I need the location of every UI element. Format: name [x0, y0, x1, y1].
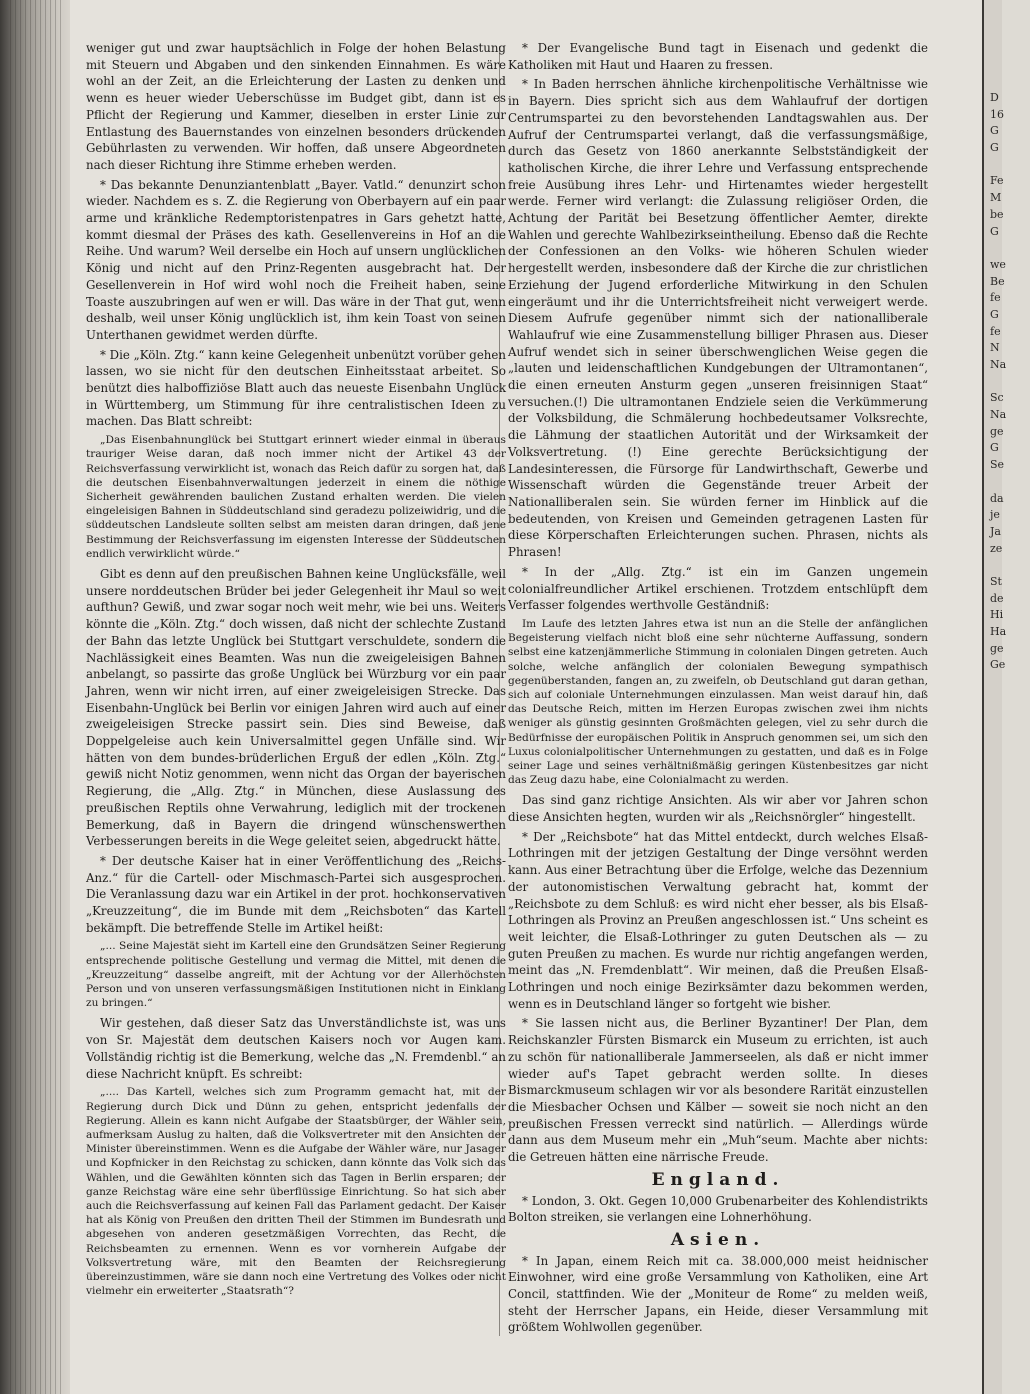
article-paragraph: * Der deutsche Kaiser hat in einer Veröffentlichung des „Reichs-Anz.“ für die Cartell- oder Mischmasch-Partei sich ausgesprochen. Die Veranlassung dazu war ein Artikel in der prot. hochkonservativen „Kreuzzeitung“, die im Bunde mit dem „Reichsboten“ das Kartell bekämpft. Die betreffende Stelle im Artikel heißt: — [86, 853, 506, 935]
strip-fragment: Ha — [990, 625, 1007, 638]
strip-fragment: Na — [990, 358, 1007, 371]
strip-fragment: ge — [990, 641, 1004, 655]
article-paragraph: Wir gestehen, daß dieser Satz das Unverständlichste ist, was uns von Sr. Majestät dem deutschen Kaisers noch vor Augen kam. Vollständig richtig ist die Bemerkung, welche das „N. Fremdenbl.“ an diese Nachricht knüpft. Es schreibt: — [86, 1016, 506, 1081]
strip-fragment: St — [990, 574, 1002, 588]
next-page-edge — [982, 0, 1007, 1394]
book-binding-edge — [0, 0, 70, 1394]
quoted-passage: „Das Eisenbahnunglück bei Stuttgart erinnert wieder einmal in überaus trauriger Weise daran, daß noch immer nicht der Artikel 43 der Reichsverfassung verwirklicht ist, wonach das Reich dafür zu sorgen hat, daß die deutschen Eisenbahnverwaltungen jederzeit in einem die nöthige Sicherheit gewährenden baulichen Zustand erhalten werden. Die vielen eingeleisigen Bahnen in Süddeutschland sind geradezu polizeiwidrig, und die süddeutschen Landsleute sollten selbst am meisten daran dringen, daß jene Bestimmung der Reichsverfassung im eigensten Interesse der Süddeutschen endlich verwirklicht würde.“ — [86, 434, 506, 560]
strip-fragment: fe — [990, 291, 1001, 305]
section-heading-england: England. — [651, 1169, 785, 1190]
article-paragraph: weniger gut und zwar hauptsächlich in Folge der hohen Belastung mit Steuern und Abgaben und den sinkenden Einnahmen. Es wäre wohl an der Zeit, an die Erleichterung der Lasten zu denken und wenn es heuer wieder Ueberschüsse im Budget gibt, dann ist es Pflicht der Regierung und Kammer, dieselben in erster Linie zur Entlastung des Bauernstandes von einzelnen besonders drückenden Gebührlasten zu verwenden. Wir hoffen, daß unsere Abgeordneten nach dieser Richtung ihre Stimme erheben werden. — [86, 41, 506, 172]
strip-fragment: Na — [990, 408, 1007, 422]
strip-fragment: Sc — [990, 391, 1004, 405]
strip-fragment: we — [990, 257, 1006, 271]
strip-fragment: Ge — [990, 658, 1006, 672]
article-paragraph: * London, 3. Okt. Gegen 10,000 Grubenarbeiter des Kohlendistrikts Bolton streiken, sie verlangen eine Lohnerhöhung. — [508, 1193, 928, 1225]
left-column — [86, 40, 506, 1303]
right-column — [508, 40, 928, 1339]
strip-fragment: G — [990, 124, 999, 138]
strip-fragment — [990, 240, 1030, 257]
strip-fragment: Be — [990, 274, 1005, 288]
quoted-passage: „.... Das Kartell, welches sich zum Programm gemacht hat, mit der Regierung durch Dick und Dünn zu gehen, entspricht jedenfalls der Regierung. Allein es kann nicht Aufgabe der Staatsbürger, der Wähler sein, aufmerksam Auslug zu halten, daß die Volksvertreter mit den Ansichten der Minister übereinstimmen. Wenn es die Aufgabe der Wähler wäre, nur Jasager und Kopfnicker in den Reichstag zu schicken, dann könnte das Volk sich das Wählen, und die Gewählten könnten sich das Tagen in Berlin ersparen; der ganze Reichstag wäre eine sehr überflüssige Einrichtung. So hat sich aber auch die Reichsverfassung auf keinen Fall das Parlament gedacht. Der Kaiser hat als König von Preußen den dritten Theil der Stimmen im Bundesrath und abgesehen von anderen gesetzmäßigen Vorrechten, das Recht, die Reichsbeamten zu ernennen. Wenn es vor vornherein Aufgabe der Volksvertretung wäre, mit den Beamten der Reichsregierung übereinzustimmen, wäre sie dann noch eine Vertretung des Volkes oder nicht vielmehr ein erweiterter „Staatsrath“? — [86, 1086, 506, 1298]
next-page-fragments — [990, 90, 1030, 674]
strip-fragment: da — [990, 491, 1004, 505]
strip-fragment: be — [990, 207, 1004, 221]
strip-fragment: 16 — [990, 107, 1004, 121]
strip-fragment: G — [990, 441, 999, 455]
strip-fragment: Ja — [990, 524, 1001, 538]
strip-fragment: N — [990, 341, 1000, 355]
strip-fragment: fe — [990, 324, 1001, 338]
article-paragraph: * Die „Köln. Ztg.“ kann keine Gelegenheit unbenützt vorüber gehen lassen, wo sie nicht für den deutschen Einheitsstaat arbeitet. So benützt dies halboffiziöse Blatt auch das neueste Eisenbahn Unglück in Württemberg, um Stimmung für ihre centralistischen Ideen zu machen. Das Blatt schreibt: — [86, 347, 506, 429]
strip-fragment — [990, 557, 1030, 574]
quoted-passage: Im Laufe des letzten Jahres etwa ist nun an die Stelle der anfänglichen Begeisterung vielfach nicht bloß eine sehr nüchterne Auffassung, sondern selbst eine katzenjämmerliche Stimmung in colonialen Dingen getreten. Auch solche, welche anfänglich der colonialen Bewegung sympathisch gegenüberstanden, fangen an, zu zweifeln, ob Deutschland gut daran gethan, sich auf coloniale Unternehmungen einzulassen. Man weist darauf hin, daß das Deutsche Reich, mitten im Herzen Europas zwischen zwei ihm nichts weniger als günstig gesinnten Großmächten gelegen, viel zu sehr durch die Bedürfnisse der europäischen Politik in Anspruch genommen sei, um sich den Luxus colonialpolitischer Unternehmungen zu gestatten, und daß es in Folge seiner Lage und seines verhältnißmäßig geringen Küstenbesitzes gar nicht das Zeug dazu habe, eine Colonialmacht zu werden. — [508, 617, 928, 787]
strip-fragment — [990, 474, 1030, 491]
section-heading-asien: Asien. — [670, 1229, 766, 1250]
strip-fragment: Hi — [990, 608, 1004, 622]
strip-fragment: G — [990, 141, 999, 155]
article-paragraph: Das sind ganz richtige Ansichten. Als wir aber vor Jahren schon diese Ansichten hegten, wurden wir als „Reichsnörgler“ hingestellt. — [508, 793, 928, 825]
strip-fragment: ge — [990, 424, 1004, 438]
article-paragraph: * In der „Allg. Ztg.“ ist ein im Ganzen ungemein colonialfreundlicher Artikel erschienen. Trotzdem entschlüpft dem Verfasser folgendes werthvolle Geständniß: — [508, 564, 928, 613]
article-paragraph: * Das bekannte Denunziantenblatt „Bayer. Vatld.“ denunzirt schon wieder. Nachdem es s. Z. die Regierung von Oberbayern auf ein paar arme und kränkliche Redemptoristenpatres in Gars gehetzt hatte, kommt diesmal der Präses des kath. Gesellenvereins in Hof an die Reihe. Und warum? Weil derselbe ein Hoch auf unsern unglücklichen König und nicht auf den Prinz-Regenten ausgebracht hat. Der Gesellenverein in Hof wird wohl noch die Freiheit haben, seine Toaste auszubringen auf wen er will. Das wäre in der That gut, wenn deshalb, weil unser König unglücklich ist, ihm kein Toast von seinen Unterthanen gewidmet werden dürfte. — [86, 177, 506, 342]
strip-fragment: D — [990, 91, 999, 104]
article-paragraph: * Sie lassen nicht aus, die Berliner Byzantiner! Der Plan, dem Reichskanzler Fürsten Bismarck ein Museum zu errichten, ist auch zu schön für nationalliberale Jammerseelen, als daß er nicht immer wieder auf's Tapet gebracht werden sollte. In dieses Bismarckmuseum schlagen wir vor als besondere Rarität einzustellen die Miesbacher Ochsen und Kälber — soweit sie noch nicht an den preußischen Fressen verreckt sind natürlich. — Allerdings würde dann aus dem Museum mehr ein „Muh“seum. Machte aber nichts: die Getreuen hätten eine närrische Freude. — [508, 1016, 928, 1165]
strip-fragment: Se — [990, 458, 1005, 472]
strip-fragment: ze — [990, 541, 1003, 555]
strip-fragment: je — [990, 508, 1000, 522]
strip-fragment: G — [990, 307, 999, 321]
article-paragraph: * Der Evangelische Bund tagt in Eisenach und gedenkt die Katholiken mit Haut und Haaren zu fressen. — [508, 41, 928, 72]
quoted-passage: „... Seine Majestät sieht im Kartell eine den Grundsätzen Seiner Regierung entsprechende politische Gestellung und vermag die Mittel, mit denen die „Kreuzzeitung“ dasselbe angreift, mit der Achtung vor der Allerhöchsten Person und von unseren verfassungsmäßigen Institutionen nicht in Einklang zu bringen.“ — [86, 940, 506, 1010]
article-paragraph: * In Baden herrschen ähnliche kirchenpolitische Verhältnisse wie in Bayern. Dies spricht sich aus dem Wahlaufruf der dortigen Centrumspartei zu den bevorstehenden Landtagswahlen aus. Der Aufruf der Centrumspartei verlangt, daß die verfassungsmäßige, durch das Gesetz von 1860 anerkannte Selbstständigkeit der katholischen Kirche, die ihrer Lehre und Verfassung entsprechende freie Ausübung ihres Lehr- und Hirtenamtes wieder hergestellt werde. Ferner wird verlangt: die Zulassung religiöser Orden, die Achtung der Parität bei Besetzung öffentlicher Aemter, direkte Wahlen und gerechte Wahlbezirkseintheilung. Ebenso daß die Rechte der Confessionen an den Volks- wie höheren Schulen wieder hergestellt werden, insbesondere daß der Kirche die zur christlichen Erziehung der Jugend erforderliche Mitwirkung in den Schulen eingeräumt und ihr die Unterrichtsfreiheit nicht verweigert werde. Diesem Aufrufe gegenüber nimmt sich der nationalliberale Wahlaufruf wie eine Zusammenstellung billiger Phrasen aus. Dieser Aufruf wendet sich in seiner überschwenglichen Weise gegen die „lauten und leidenschaftlichen Kundgebungen der Ultramontanen“, die einen erneuten Ansturm gegen „unseren freisinnigen Staat“ versuchen.(!) Die ultramontanen Endziele seien die Verkümmerung der Volksbildung, die Schmälerung hochbedeutsamer Volksrechte, die Lähmung der staatlichen Autorität und der Wirksamkeit der Volksvertretung. (!) Eine gerechte Berücksichtigung der Landesinteressen, die Fürsorge für Landwirthschaft, Gewerbe und Wissenschaft würden die Gegenstände treuer Arbeit der Nationalliberalen sein. Sie würden ferner im Hinblick auf die bedeutenden, von Kreisen und Gemeinden getragenen Lasten für diese Körperschaften Erleichterungen suchen. Phrasen, nichts als Phrasen! — [508, 77, 928, 560]
article-paragraph: Gibt es denn auf den preußischen Bahnen keine Unglücksfälle, weil unsere norddeutschen Brüder bei jeder Gelegenheit ihr Maul so weit aufthun? Gewiß, und zwar sogar noch weit mehr, wie bei uns. Weiters könnte die „Köln. Ztg.“ doch wissen, daß nicht der schlechte Zustand der Bahn das letzte Unglück bei Stuttgart verschuldete, sondern die Nachlässigkeit eines Beamten. Was nun die zweigeleisigen Bahnen anbelangt, so passirte das große Unglück bei Würzburg vor ein paar Jahren, wenn wir nicht irren, auf einer zweigeleisigen Strecke. Das Eisenbahn-Unglück bei Berlin vor einigen Jahren wird auch auf einer zweigeleisigen Strecke passirt sein. Dies sind Beweise, daß Doppelgeleise auch kein Universalmittel gegen Unfälle sind. Wir hätten von dem bundes-brüderlichen Erguß der edlen „Köln. Ztg.“ gewiß nicht Notiz genommen, wenn nicht das Organ der bayerischen Regierung, die „Allg. Ztg.“ in München, diese Auslassung des preußischen Reptils ohne Verwahrung, lediglich mit der trockenen Bemerkung, daß in Bayern die dringend wünschenswerthen Verbesserungen bereits in die Wege geleitet seien, abgedruckt hätte. — [86, 567, 506, 849]
article-paragraph: * Der „Reichsbote“ hat das Mittel entdeckt, durch welches Elsaß-Lothringen mit der jetzigen Gestaltung der Dinge versöhnt werden kann. Aus einer Betrachtung über die Erfolge, welche das Dezennium der autonomistischen Verwaltung gebracht hat, kommt der „Reichsbote zu dem Schluß: es wird nicht eher besser, als bis Elsaß-Lothringen als Provinz an Preußen angeschlossen ist.“ Uns scheint es weit leichter, die Elsaß-Lothringer zu guten Deutschen als — zu guten Preußen zu machen. Es wurde nur richtig angefangen werden, meint das „N. Fremdenblatt“. Wir meinen, daß die Preußen Elsaß-Lothringen und noch einige Bezirksämter dazu bekommen werden, wenn es in Deutschland länger so fortgeht wie bisher. — [508, 829, 928, 1011]
strip-fragment — [990, 157, 1030, 174]
article-paragraph: * In Japan, einem Reich mit ca. 38.000,000 meist heidnischer Einwohner, wird eine große Versammlung von Katholiken, eine Art Concil, stattfinden. Wie der „Moniteur de Rome“ zu melden weiß, steht der Herrscher Japans, ein Heide, dieser Versammlung mit größtem Wohlwollen gegenüber. — [508, 1253, 928, 1335]
binding-page-edges — [10, 0, 62, 1394]
strip-fragment — [990, 374, 1030, 391]
strip-fragment: M — [990, 191, 1002, 205]
strip-fragment: G — [990, 224, 999, 238]
strip-fragment: Fe — [990, 174, 1004, 188]
strip-fragment: de — [990, 591, 1004, 605]
